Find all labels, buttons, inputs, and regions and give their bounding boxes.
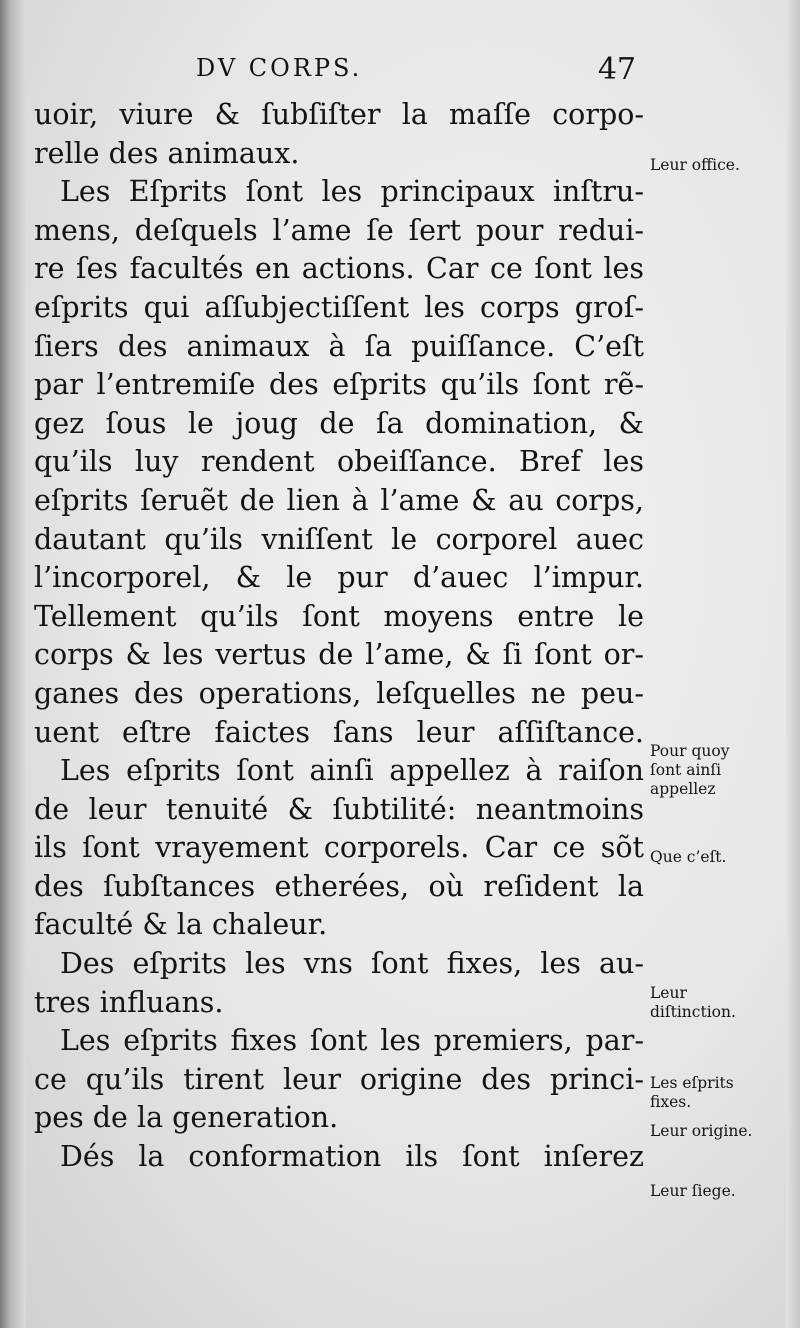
text-line: des ſubſtances etherées, où reſident la <box>34 869 644 903</box>
running-head: DV CORPS. <box>196 54 363 82</box>
text-line: dautant qu’ils vniſſent le corporel auec <box>34 522 644 556</box>
text-line: eſprits qui aſſubjectiſſent les corps groſ- <box>34 290 644 324</box>
body-text <box>34 96 644 1177</box>
text-line: ils ſont vrayement corporels. Car ce sõt <box>34 831 644 865</box>
paragraph-start-line: Les eſprits ſont ainſi appellez à raiſon <box>60 754 644 788</box>
text-line: re ſes facultés en actions. Car ce ſont les <box>34 252 644 286</box>
marginal-note: Que c’eſt. <box>650 848 727 866</box>
text-line: tres influans. <box>34 985 224 1019</box>
text-line: Tellement qu’ils ſont moyens entre le <box>34 599 644 633</box>
paragraph-start-line: Les Eſprits ſont les principaux inſtru- <box>60 175 644 209</box>
text-line: uent eſtre faictes ſans leur aſſiſtance. <box>34 715 644 749</box>
text-line: ſiers des animaux à ſa puiſſance. C’eſt <box>34 329 644 363</box>
paragraph-start-line: Dés la conformation ils ſont inſerez <box>60 1140 644 1174</box>
text-line: ce qu’ils tirent leur origine des princi- <box>34 1062 644 1096</box>
text-line: pes de la generation. <box>34 1101 339 1135</box>
text-line: relle des animaux. <box>34 136 300 170</box>
marginal-note: Leur diſtinction. <box>650 984 736 1021</box>
marginal-note: Pour quoy ſont ainſi appellez <box>650 742 730 798</box>
marginal-note: Leur origine. <box>650 1122 753 1140</box>
paragraph-start-line: Des eſprits les vns ſont fixes, les au- <box>60 947 644 981</box>
text-line: qu’ils luy rendent obeiſſance. Bref les <box>34 445 644 479</box>
text-line: corps & les vertus de l’ame, & ſi ſont or- <box>34 638 644 672</box>
text-line: de leur tenuité & ſubtilité: neantmoins <box>34 792 644 826</box>
text-line: l’incorporel, & le pur d’auec l’impur. <box>34 561 644 595</box>
paragraph-start-line: Les eſprits fixes ſont les premiers, par- <box>60 1024 644 1058</box>
page-number: 47 <box>597 52 636 87</box>
text-line: eſprits ſeruẽt de lien à l’ame & au corps, <box>34 483 644 517</box>
marginal-notes <box>650 0 790 1328</box>
text-line: par l’entremiſe des eſprits qu’ils ſont rẽ- <box>34 368 644 402</box>
text-line: ganes des operations, leſquelles ne peu- <box>34 676 644 710</box>
text-line: faculté & la chaleur. <box>34 908 328 942</box>
marginal-note: Leur ſiege. <box>650 1182 736 1200</box>
marginal-note: Les eſprits fixes. <box>650 1074 734 1111</box>
text-line: mens, deſquels l’ame ſe ſert pour redui- <box>34 213 644 247</box>
page-gutter-shadow <box>0 0 26 1328</box>
page-header <box>196 52 636 88</box>
text-line: uoir, viure & ſubſiſter la maſſe corpo- <box>34 98 644 131</box>
marginal-note: Leur office. <box>650 156 740 174</box>
text-line: gez ſous le joug de ſa domination, & <box>34 406 644 440</box>
